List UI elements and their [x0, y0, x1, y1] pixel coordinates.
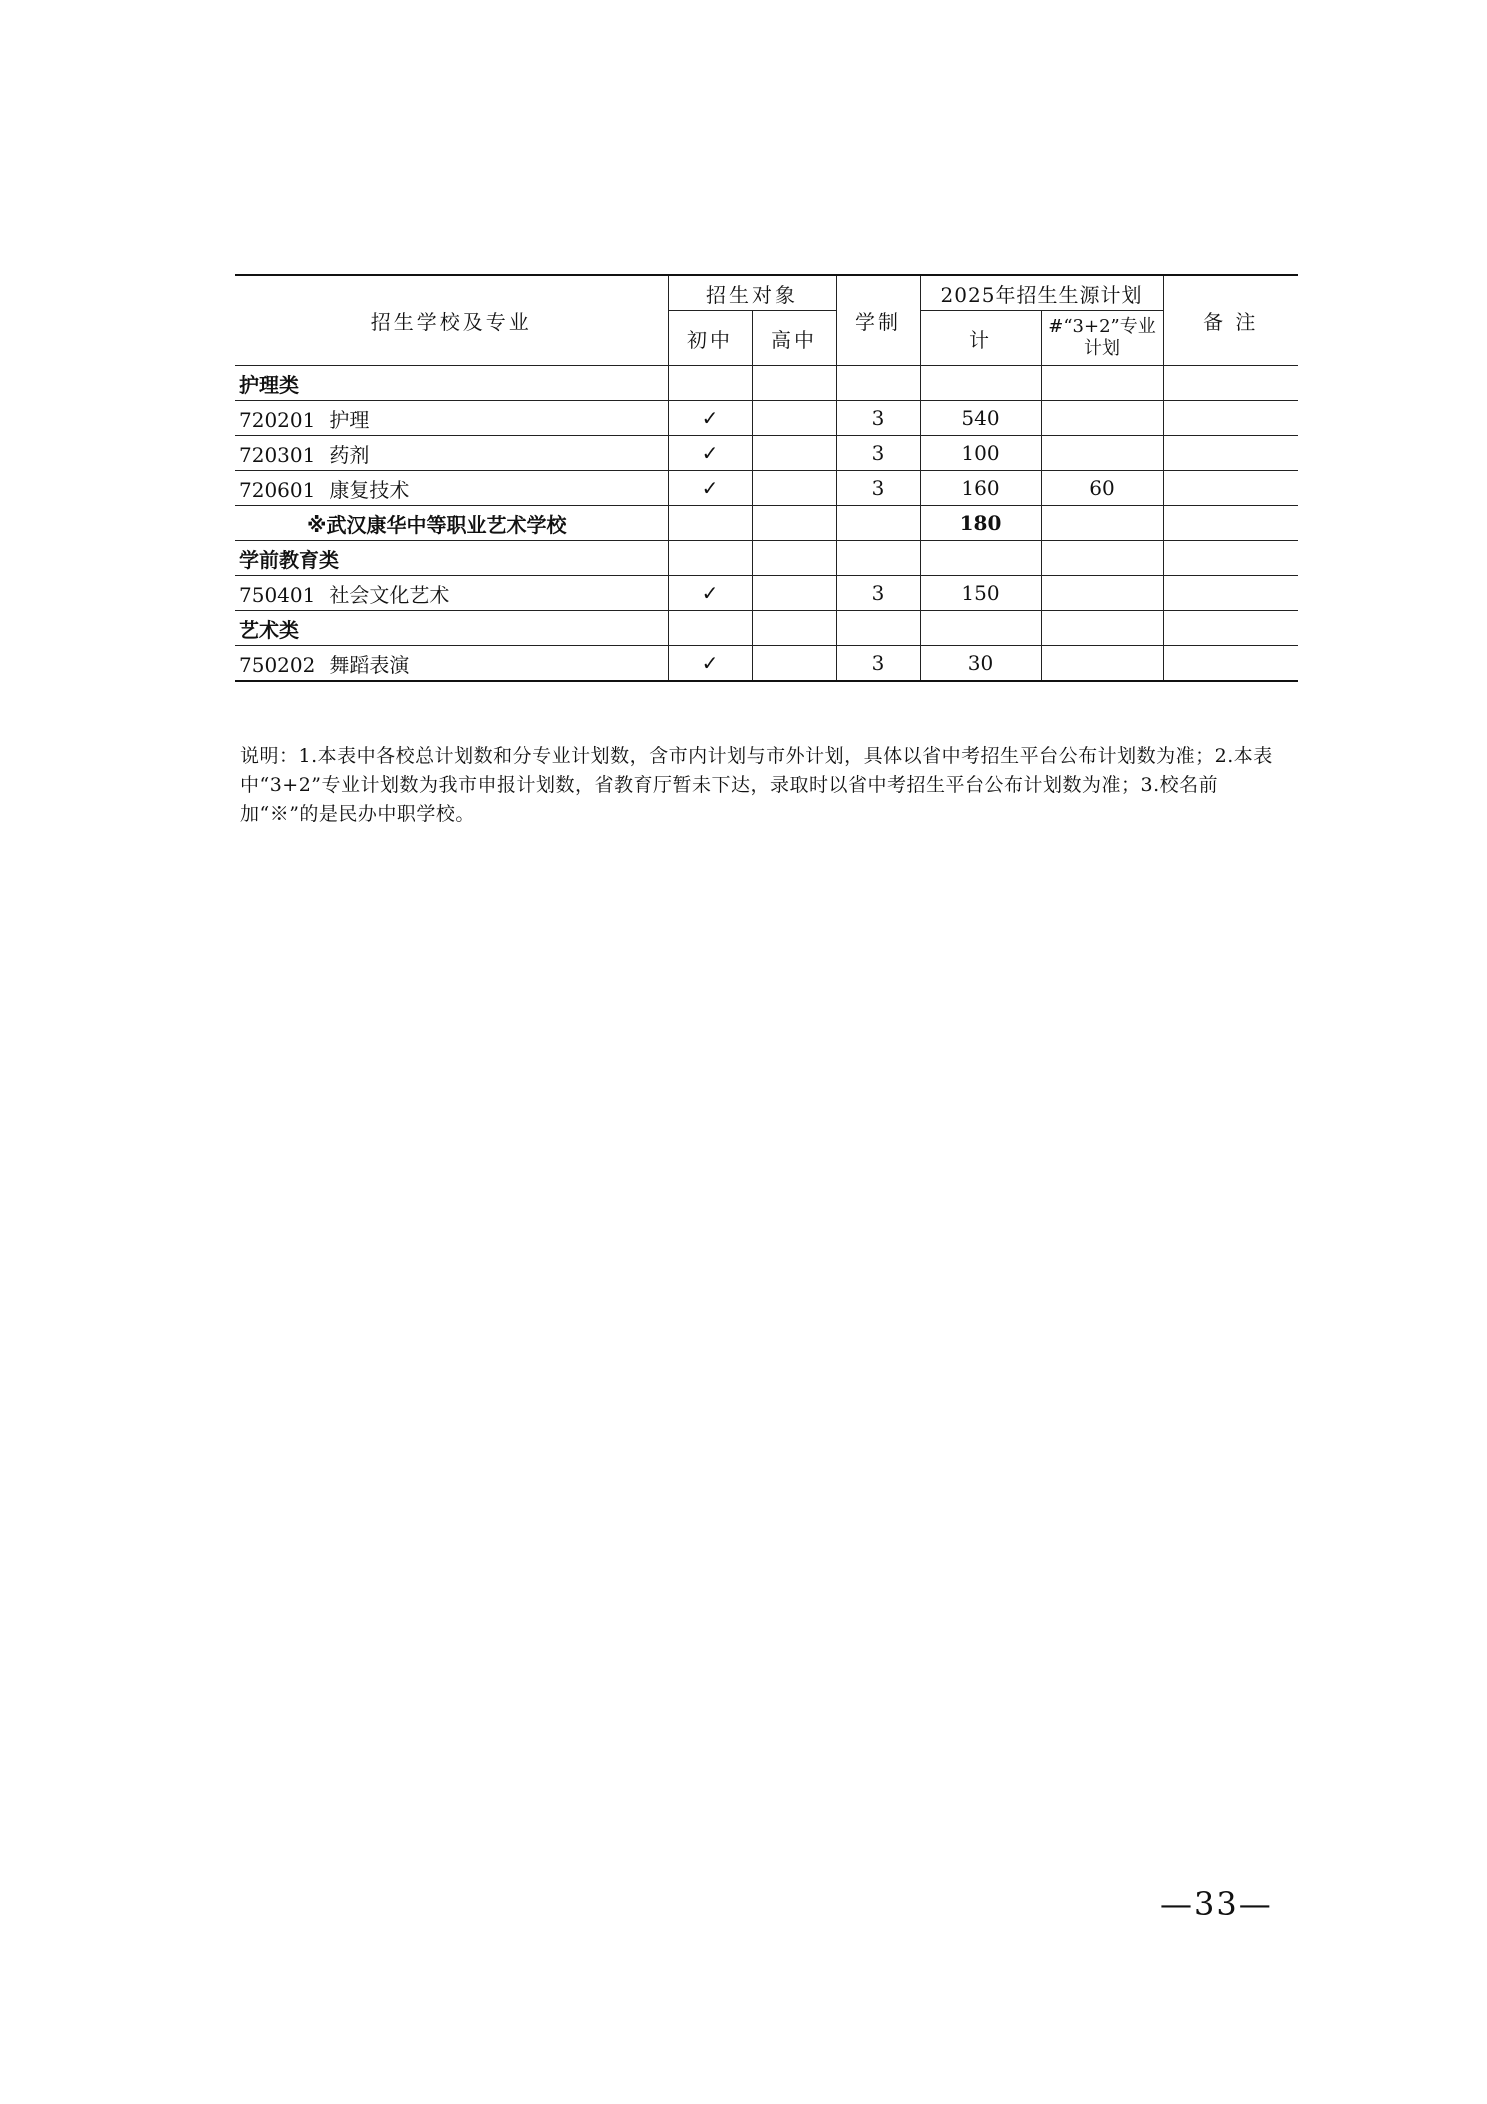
junior-check: ✓: [668, 401, 752, 436]
major-name: 护理: [329, 407, 370, 432]
sub32-cell: [1041, 436, 1163, 471]
senior-check: [752, 471, 836, 506]
major-code: 750202: [239, 652, 316, 677]
table-row: [235, 611, 1298, 646]
total-cell: 150: [920, 576, 1041, 611]
major-cell: [235, 576, 668, 611]
category-name: 艺术类: [235, 611, 668, 646]
remark-cell: [1163, 646, 1298, 682]
header-plan-2025: 2025年招生生源计划: [920, 275, 1163, 311]
table-row: [235, 541, 1298, 576]
total-cell: 160: [920, 471, 1041, 506]
school-total: 180: [920, 506, 1041, 541]
junior-check: ✓: [668, 436, 752, 471]
duration-cell: 3: [836, 471, 920, 506]
duration-cell: 3: [836, 646, 920, 682]
total-cell: 30: [920, 646, 1041, 682]
sub32-cell: [1041, 401, 1163, 436]
sub32-cell: [1041, 646, 1163, 682]
category-name: 护理类: [235, 366, 668, 401]
header-total: 计: [920, 311, 1041, 366]
table-row: [235, 576, 1298, 611]
table-note: 说明：1.本表中各校总计划数和分专业计划数，含市内计划与市外计划，具体以省中考招生平台公布计划数为准；2.本表中“3+2”专业计划数为我市申报计划数，省教育厅暂未下达，录取时以省中考招生平台公布计划数为准；3.校名前加“※”的是民办中职学校。: [240, 745, 1273, 825]
major-code: 750401: [239, 582, 316, 607]
table-row: [235, 506, 1298, 541]
header-school-major: 招生学校及专业: [235, 275, 668, 366]
school-name: ※武汉康华中等职业艺术学校: [235, 506, 668, 541]
sub32-cell: [1041, 576, 1163, 611]
remark-cell: [1163, 436, 1298, 471]
header-remark: 备 注: [1163, 275, 1298, 366]
major-name: 社会文化艺术: [329, 582, 450, 607]
remark-cell: [1163, 471, 1298, 506]
total-cell: 100: [920, 436, 1041, 471]
major-cell: [235, 401, 668, 436]
senior-check: [752, 401, 836, 436]
major-cell: [235, 436, 668, 471]
major-name: 舞蹈表演: [329, 652, 410, 677]
table-row: [235, 401, 1298, 436]
senior-check: [752, 576, 836, 611]
major-code: 720201: [239, 407, 316, 432]
header-target: 招生对象: [668, 275, 836, 311]
header-duration: 学制: [836, 275, 920, 366]
page-number: —33—: [1160, 1885, 1273, 1923]
remark-cell: [1163, 576, 1298, 611]
table-row: [235, 366, 1298, 401]
header-sub32: #“3+2”专业计划: [1041, 311, 1163, 366]
senior-check: [752, 646, 836, 682]
table-row: [235, 436, 1298, 471]
header-senior: 高中: [752, 311, 836, 366]
sub32-cell: 60: [1041, 471, 1163, 506]
header-junior: 初中: [668, 311, 752, 366]
remark-cell: [1163, 401, 1298, 436]
duration-cell: 3: [836, 401, 920, 436]
major-name: 药剂: [329, 442, 370, 467]
major-code: 720301: [239, 442, 316, 467]
major-code: 720601: [239, 477, 316, 502]
header-row-1: [235, 275, 1298, 311]
junior-check: ✓: [668, 576, 752, 611]
junior-check: ✓: [668, 471, 752, 506]
table-row: [235, 646, 1298, 682]
senior-check: [752, 436, 836, 471]
category-name: 学前教育类: [235, 541, 668, 576]
duration-cell: 3: [836, 436, 920, 471]
total-cell: 540: [920, 401, 1041, 436]
enrollment-plan-table: [235, 274, 1298, 682]
duration-cell: 3: [836, 576, 920, 611]
major-cell: [235, 471, 668, 506]
junior-check: ✓: [668, 646, 752, 682]
table-row: [235, 471, 1298, 506]
major-cell: [235, 646, 668, 682]
major-name: 康复技术: [329, 477, 410, 502]
